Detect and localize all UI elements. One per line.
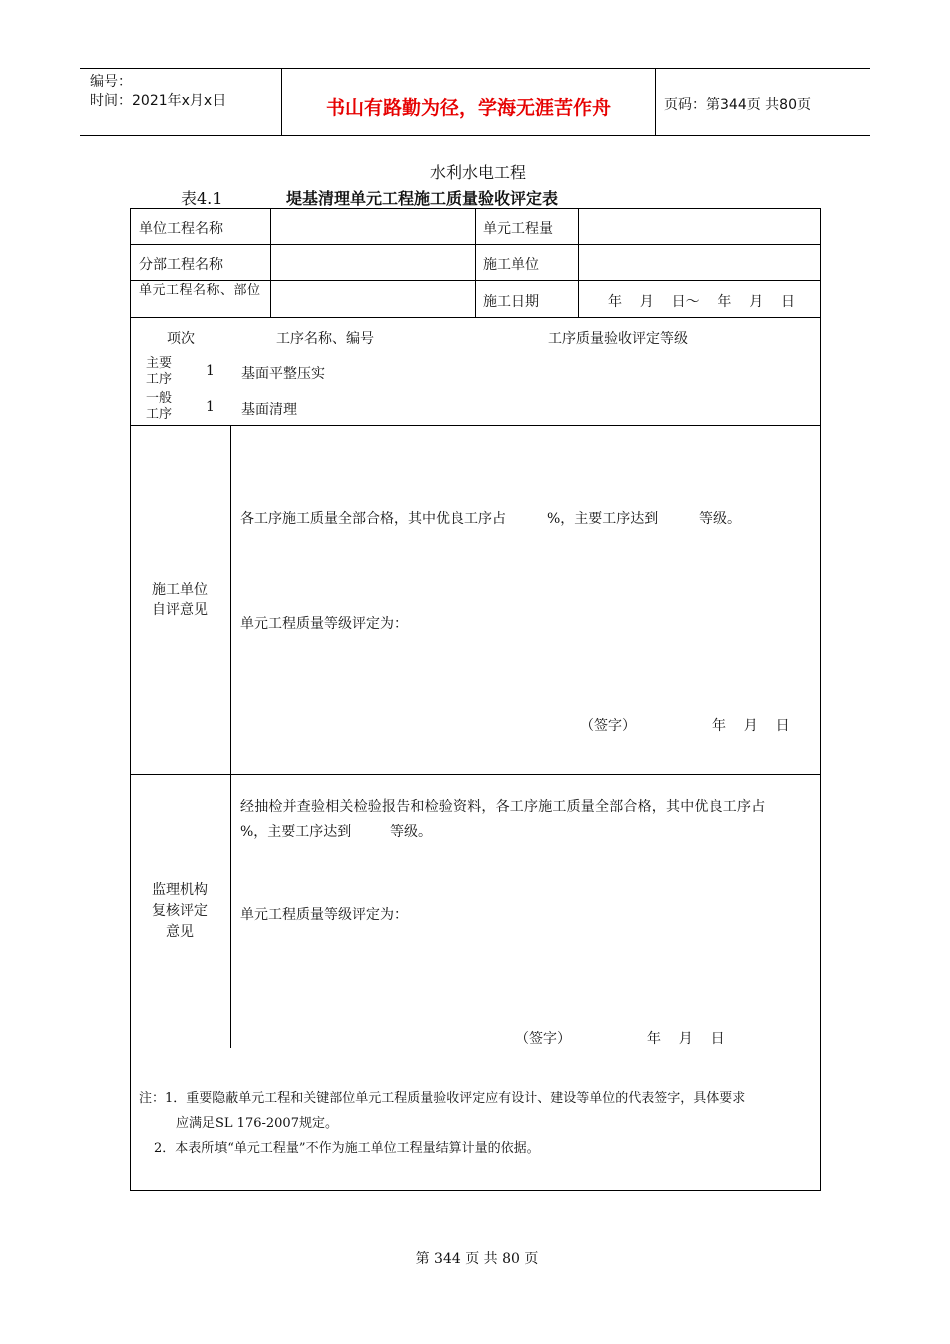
construction-unit-label: 施工单位 <box>483 257 539 273</box>
supervisor-eval-sign: （签字） <box>515 1031 571 1047</box>
process-row-grade-field[interactable] <box>540 356 810 386</box>
self-eval-grade-text: 单元工程质量等级评定为： <box>240 616 408 632</box>
table-number: 表4.1 <box>181 189 223 208</box>
number-label: 编号： <box>90 74 132 90</box>
unit-work-quantity-label: 单元工程量 <box>483 221 553 237</box>
doc-category: 水利水电工程 <box>429 163 526 182</box>
supervisor-eval-text-2a: %，主要工序达到 <box>240 824 352 840</box>
construction-date-label: 施工日期 <box>483 294 539 310</box>
note-1-a: 注：1．重要隐蔽单元工程和关键部位单元工程质量验收评定应有设计、建设等单位的代表签字，具体要求 <box>139 1091 746 1106</box>
time-label: 时间：2021年x月x日 <box>90 93 227 109</box>
process-col-grade: 工序质量验收评定等级 <box>548 331 688 347</box>
sub-project-name-field[interactable] <box>272 246 474 279</box>
supervisor-eval-label: 监理机构复核评定意见 <box>152 882 208 940</box>
supervisor-eval-date: 年 月 日 <box>647 1031 725 1047</box>
process-row-type: 主要工序 <box>146 356 173 387</box>
process-row-type: 一般工序 <box>146 391 173 422</box>
self-eval-text-b: %，主要工序达到 <box>547 511 659 527</box>
process-row-no: 1 <box>206 363 215 379</box>
motto: 书山有路勤为径，学海无涯苦作舟 <box>325 97 611 119</box>
unit-project-name-field[interactable] <box>272 210 474 243</box>
self-eval-date: 年 月 日 <box>712 718 790 734</box>
process-col-item: 项次 <box>167 331 195 347</box>
supervisor-eval-grade-text: 单元工程质量等级评定为： <box>240 907 408 923</box>
process-row-name: 基面平整压实 <box>241 366 325 382</box>
process-row-grade-field[interactable] <box>540 391 810 421</box>
unit-work-quantity-field[interactable] <box>580 210 818 243</box>
sub-project-name-label: 分部工程名称 <box>139 257 223 273</box>
note-1-b: 应满足SL 176-2007规定。 <box>176 1116 338 1131</box>
process-row-name: 基面清理 <box>241 402 297 418</box>
unit-work-name-part-label: 单元工程名称、部位 <box>139 283 261 298</box>
self-eval-label: 施工单位自评意见 <box>152 582 208 618</box>
supervisor-eval-text-1: 经抽检并查验相关检验报告和检验资料，各工序施工质量全部合格，其中优良工序占 <box>240 799 766 815</box>
construction-unit-field[interactable] <box>580 246 818 279</box>
supervisor-eval-text-2b: 等级。 <box>390 824 432 840</box>
process-col-name: 工序名称、编号 <box>276 331 374 347</box>
note-2: 2．本表所填“单元工程量”不作为施工单位工程量结算计量的依据。 <box>154 1141 540 1156</box>
self-eval-text-a: 各工序施工质量全部合格，其中优良工序占 <box>240 511 506 527</box>
construction-date-field[interactable]: 年 月 日～ 年 月 日 <box>608 294 796 310</box>
unit-project-name-label: 单位工程名称 <box>139 221 223 237</box>
self-eval-sign: （签字） <box>580 718 636 734</box>
self-eval-text-c: 等级。 <box>699 511 741 527</box>
doc-title: 堤基清理单元工程施工质量验收评定表 <box>286 189 559 208</box>
page-label: 页码：第344页 共80页 <box>664 97 811 113</box>
page-footer: 第 344 页 共 80 页 <box>415 1251 539 1267</box>
process-row-no: 1 <box>206 399 215 415</box>
unit-work-name-part-field[interactable] <box>272 282 474 316</box>
